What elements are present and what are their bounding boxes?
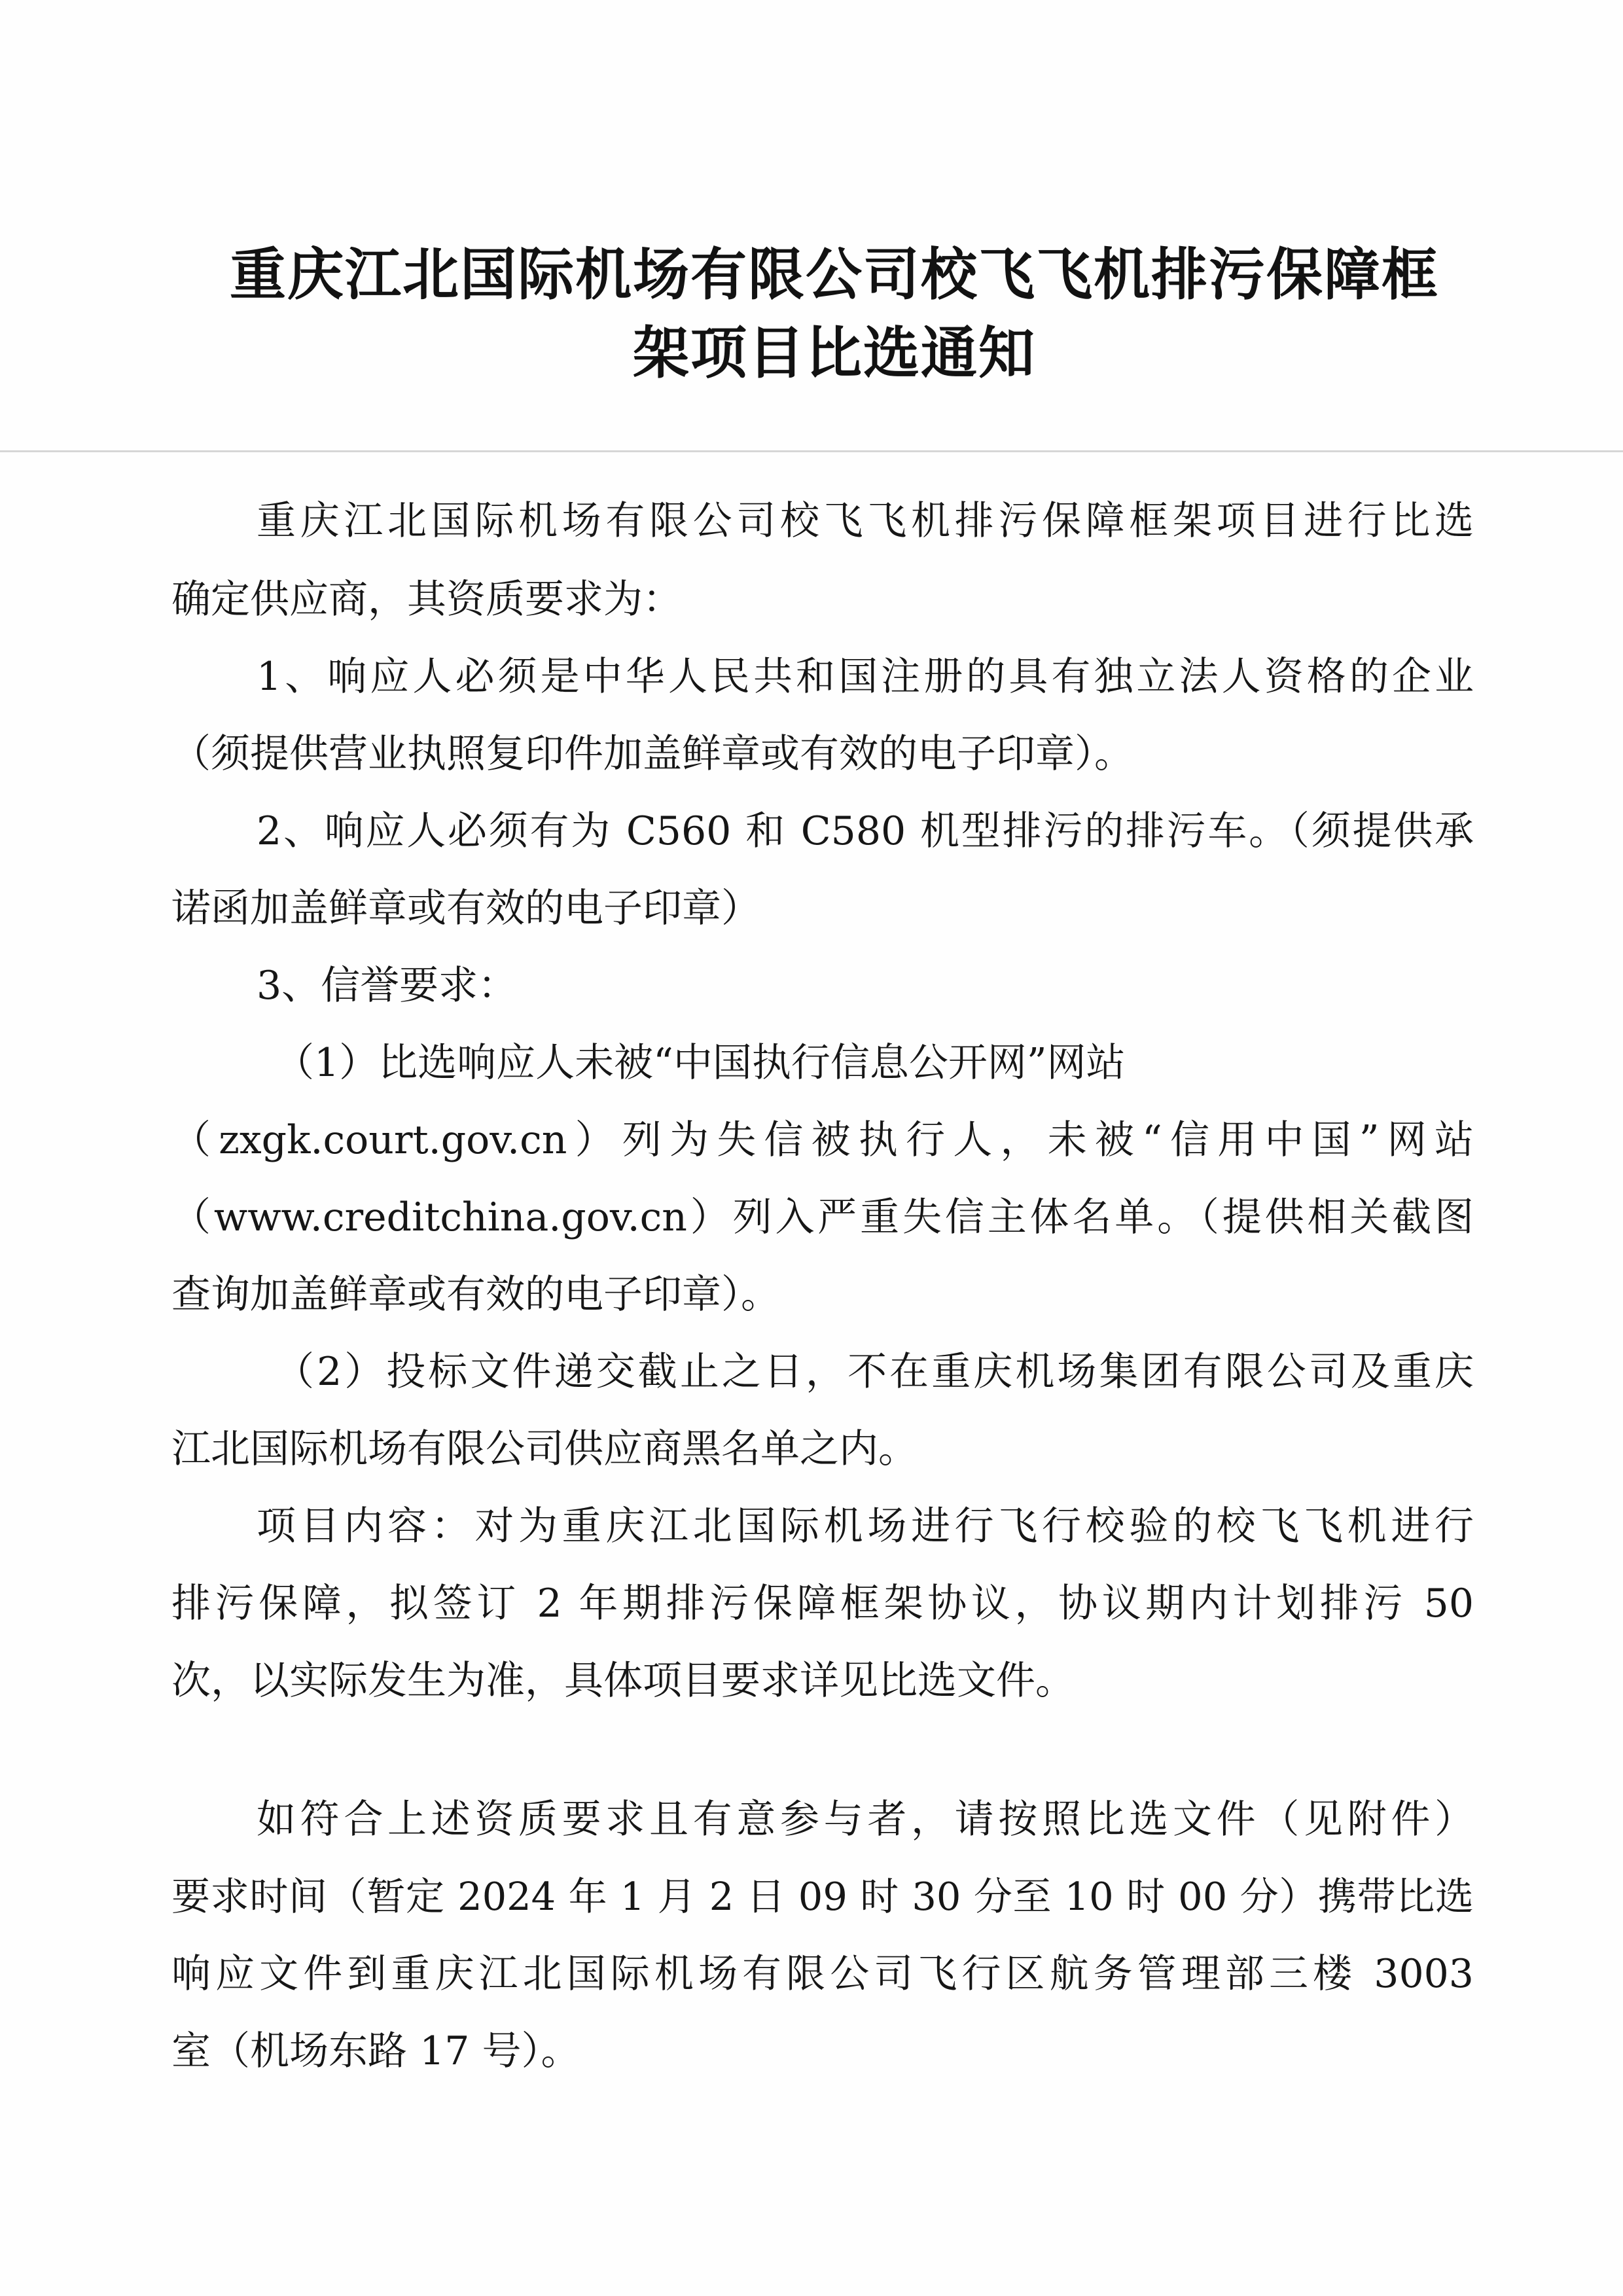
credit-item-1-line-2: （zxgk.court.gov.cn）列为失信被执行人，未被“信用中国”网站: [171, 1117, 1474, 1163]
submission-line-2: 要求时间（暂定 2024 年 1 月 2 日 09 时 30 分至 10 时 00 分）携带比选: [171, 1874, 1474, 1919]
header-divider: [0, 450, 1623, 452]
credit-item-1-line-3: （www.creditchina.gov.cn）列入严重失信主体名单。（提供相关截图: [171, 1194, 1474, 1240]
intro-line-1: 重庆江北国际机场有限公司校飞飞机排污保障框架项目进行比选: [257, 498, 1474, 544]
document-title-line-2: 架项目比选通知: [633, 321, 1036, 386]
credit-item-2-line-1: （2）投标文件递交截止之日，不在重庆机场集团有限公司及重庆: [275, 1349, 1474, 1395]
document-title-line-1: 重庆江北国际机场有限公司校飞飞机排污保障框: [230, 242, 1439, 308]
requirement-2-line-2: 诺函加盖鲜章或有效的电子印章）: [171, 886, 760, 931]
project-content-line-2: 排污保障，拟签订 2 年期排污保障框架协议，协议期内计划排污 50: [171, 1581, 1474, 1626]
credit-item-2-line-2: 江北国际机场有限公司供应商黑名单之内。: [171, 1426, 918, 1472]
project-content-line-1: 项目内容：对为重庆江北国际机场进行飞行校验的校飞飞机进行: [257, 1503, 1474, 1549]
requirement-1-line-2: （须提供营业执照复印件加盖鲜章或有效的电子印章）。: [171, 731, 1133, 777]
requirement-2-line-1: 2、响应人必须有为 C560 和 C580 机型排污的排污车。（须提供承: [257, 808, 1474, 854]
intro-line-2: 确定供应商，其资质要求为：: [171, 577, 682, 622]
project-content-line-3: 次，以实际发生为准，具体项目要求详见比选文件。: [171, 1658, 1075, 1704]
submission-line-1: 如符合上述资质要求且有意参与者，请按照比选文件（见附件）: [257, 1797, 1474, 1842]
requirement-1-line-1: 1、响应人必须是中华人民共和国注册的具有独立法人资格的企业: [257, 654, 1474, 700]
requirement-3-heading: 3、信誉要求：: [257, 963, 518, 1009]
submission-line-4: 室（机场东路 17 号）。: [171, 2028, 580, 2074]
credit-item-1-line-1: （1）比选响应人未被“中国执行信息公开网”网站: [275, 1040, 1126, 1086]
credit-item-1-line-4: 查询加盖鲜章或有效的电子印章）。: [171, 1272, 780, 1318]
submission-line-3: 响应文件到重庆江北国际机场有限公司飞行区航务管理部三楼 3003: [171, 1951, 1474, 1997]
